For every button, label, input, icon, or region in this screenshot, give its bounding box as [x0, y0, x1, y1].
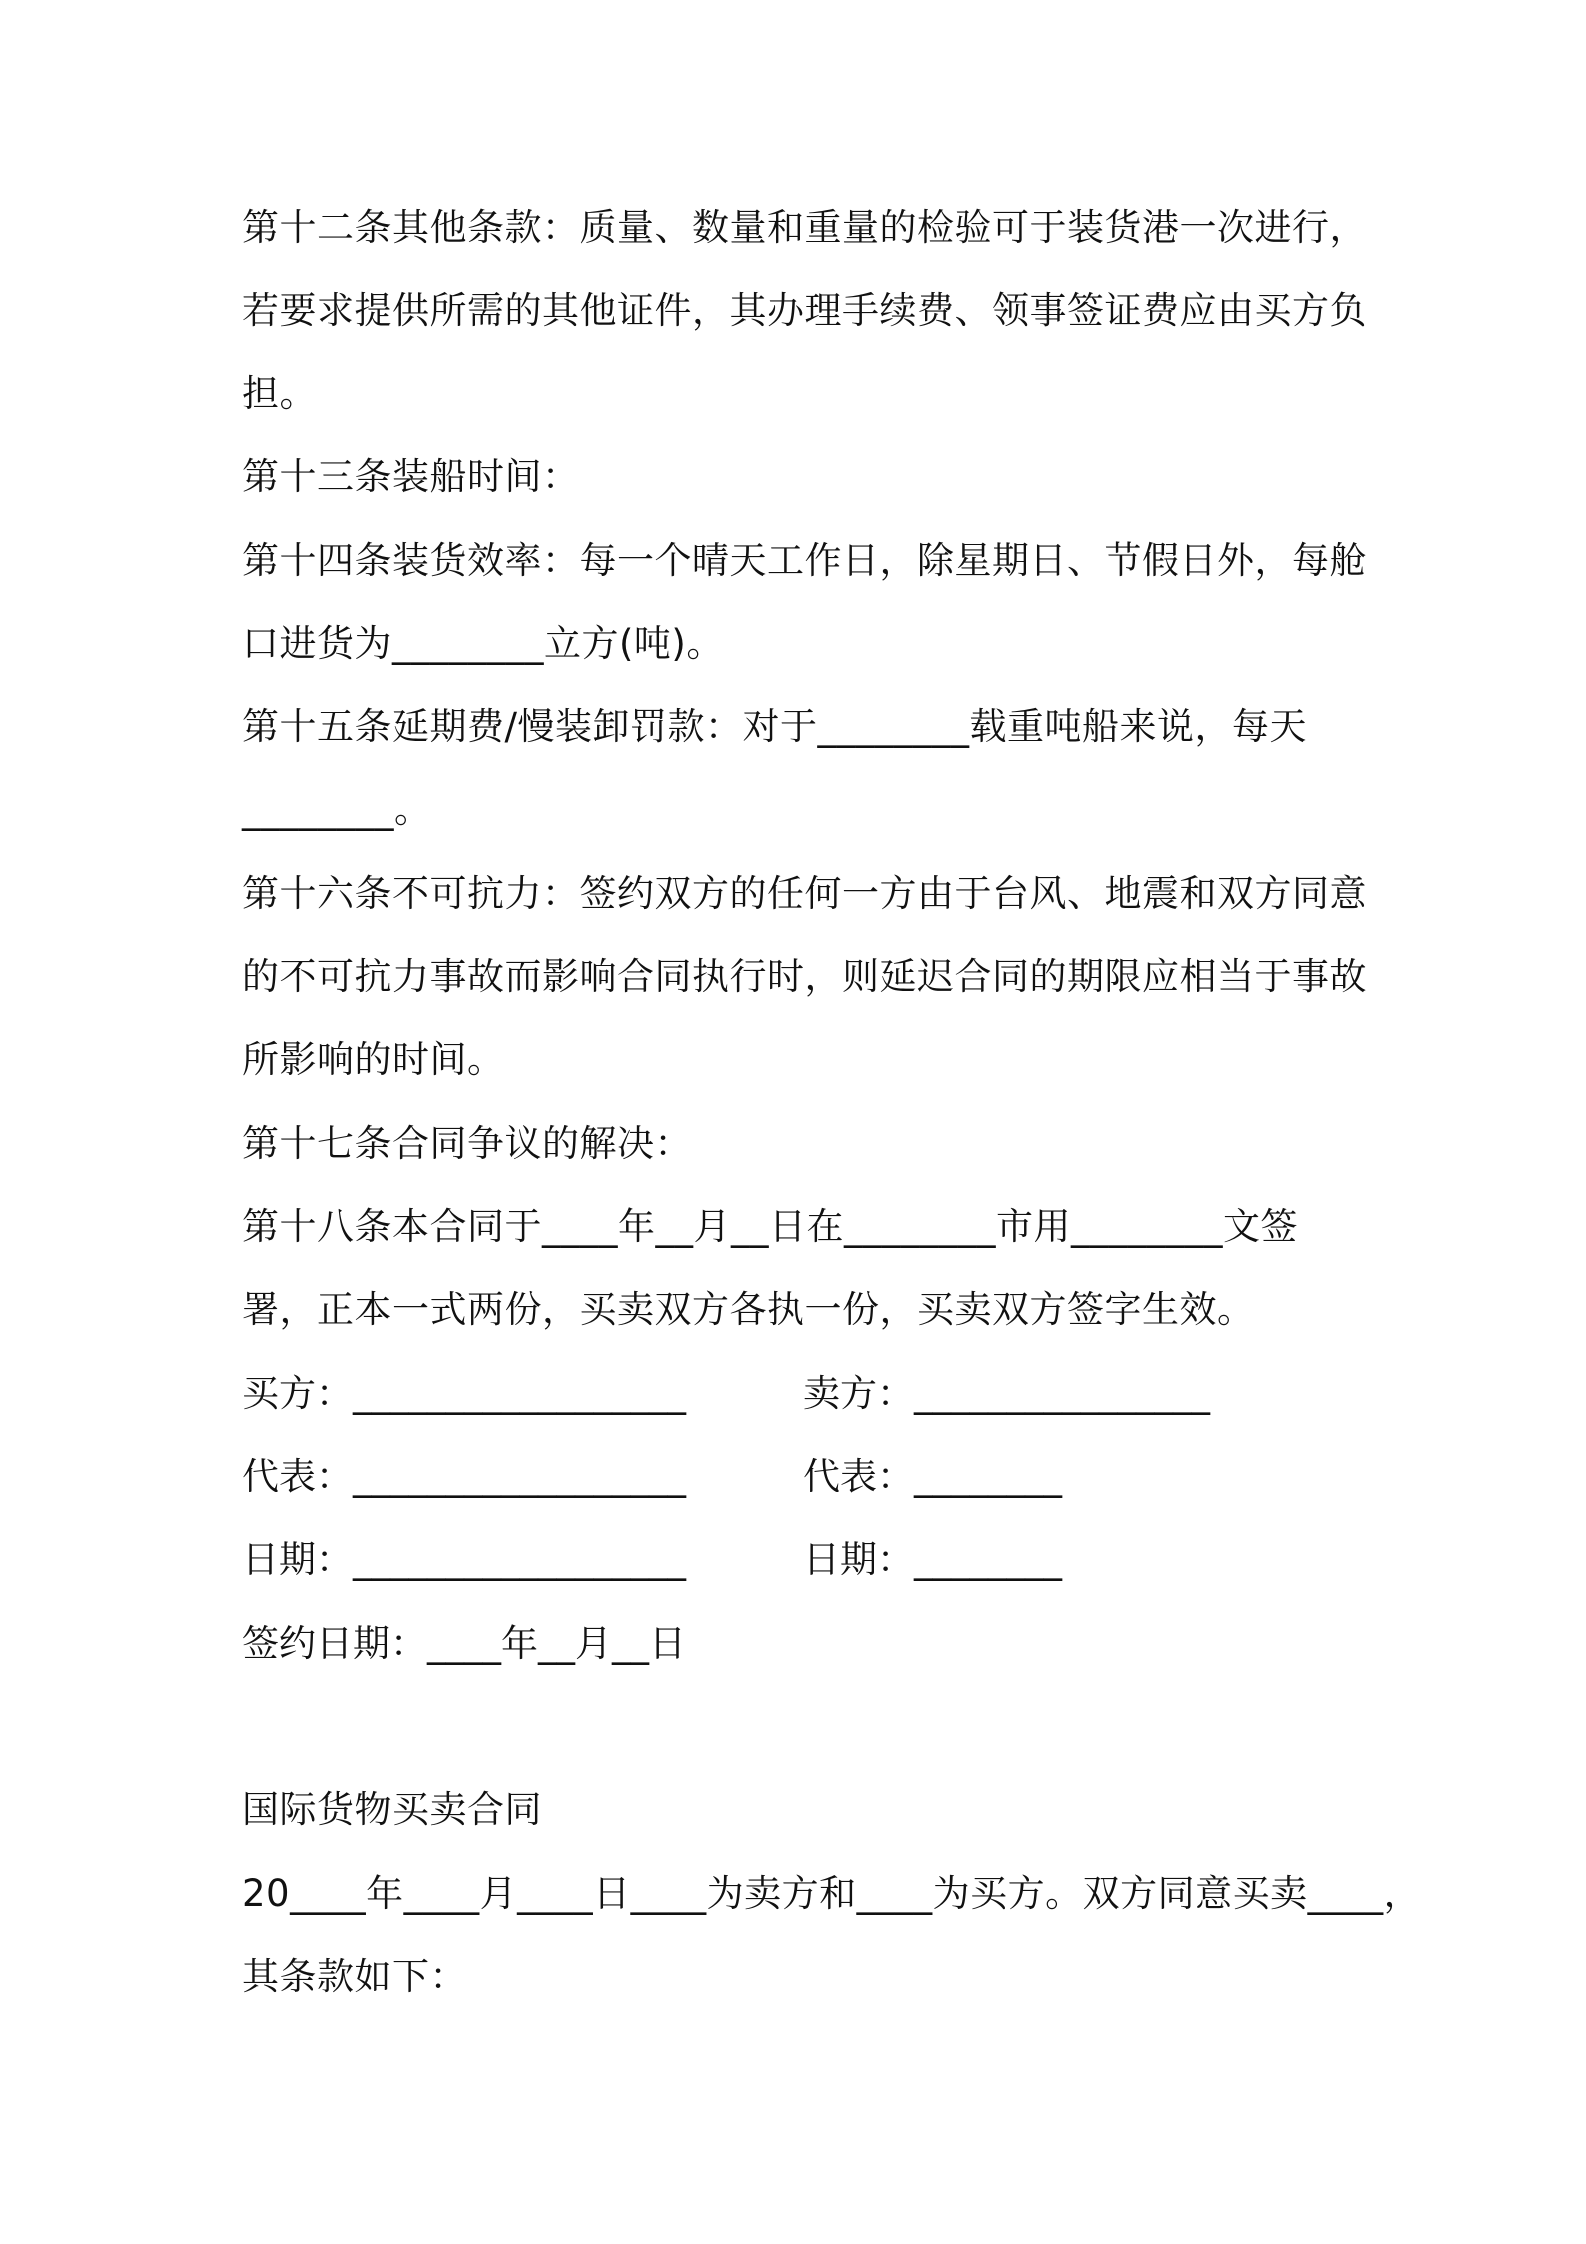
buyer-date-line: 日期：__________________	[242, 1538, 686, 1581]
signing-date-line: 签约日期：____年__月__日	[242, 1622, 686, 1665]
article-16-line-3: 所影响的时间。	[242, 1038, 505, 1081]
buyer-signature-line: 买方：__________________	[242, 1372, 686, 1415]
article-12-line-1: 第十二条其他条款：质量、数量和重量的检验可于装货港一次进行，	[242, 206, 1367, 249]
article-14-line-1: 第十四条装货效率：每一个晴天工作日，除星期日、节假日外，每舱	[242, 539, 1367, 582]
article-14-line-2: 口进货为________立方(吨)。	[242, 622, 724, 665]
second-contract-line-1: 20____年____月____日____为卖方和____为买方。双方同意买卖____，	[242, 1872, 1422, 1915]
article-17: 第十七条合同争议的解决：	[242, 1122, 692, 1165]
article-13: 第十三条装船时间：	[242, 455, 580, 498]
article-15-line-1: 第十五条延期费/慢装卸罚款：对于________载重吨船来说，每天	[242, 705, 1307, 748]
article-12-line-2: 若要求提供所需的其他证件，其办理手续费、领事签证费应由买方负	[242, 289, 1367, 332]
buyer-representative-line: 代表：__________________	[242, 1455, 686, 1498]
second-contract-line-2: 其条款如下：	[242, 1955, 467, 1998]
article-12-line-3: 担。	[242, 372, 317, 415]
seller-signature-line: 卖方：________________	[803, 1372, 1210, 1415]
seller-date-line: 日期：________	[803, 1538, 1062, 1581]
article-16-line-2: 的不可抗力事故而影响合同执行时，则延迟合同的期限应相当于事故	[242, 955, 1367, 998]
seller-representative-line: 代表：________	[803, 1455, 1062, 1498]
article-18-line-2: 署，正本一式两份，买卖双方各执一份，买卖双方签字生效。	[242, 1288, 1255, 1331]
article-18-line-1: 第十八条本合同于____年__月__日在________市用________文签	[242, 1205, 1298, 1248]
second-contract-title: 国际货物买卖合同	[242, 1788, 542, 1831]
article-15-line-2: ________。	[242, 788, 432, 831]
article-16-line-1: 第十六条不可抗力：签约双方的任何一方由于台风、地震和双方同意	[242, 872, 1367, 915]
